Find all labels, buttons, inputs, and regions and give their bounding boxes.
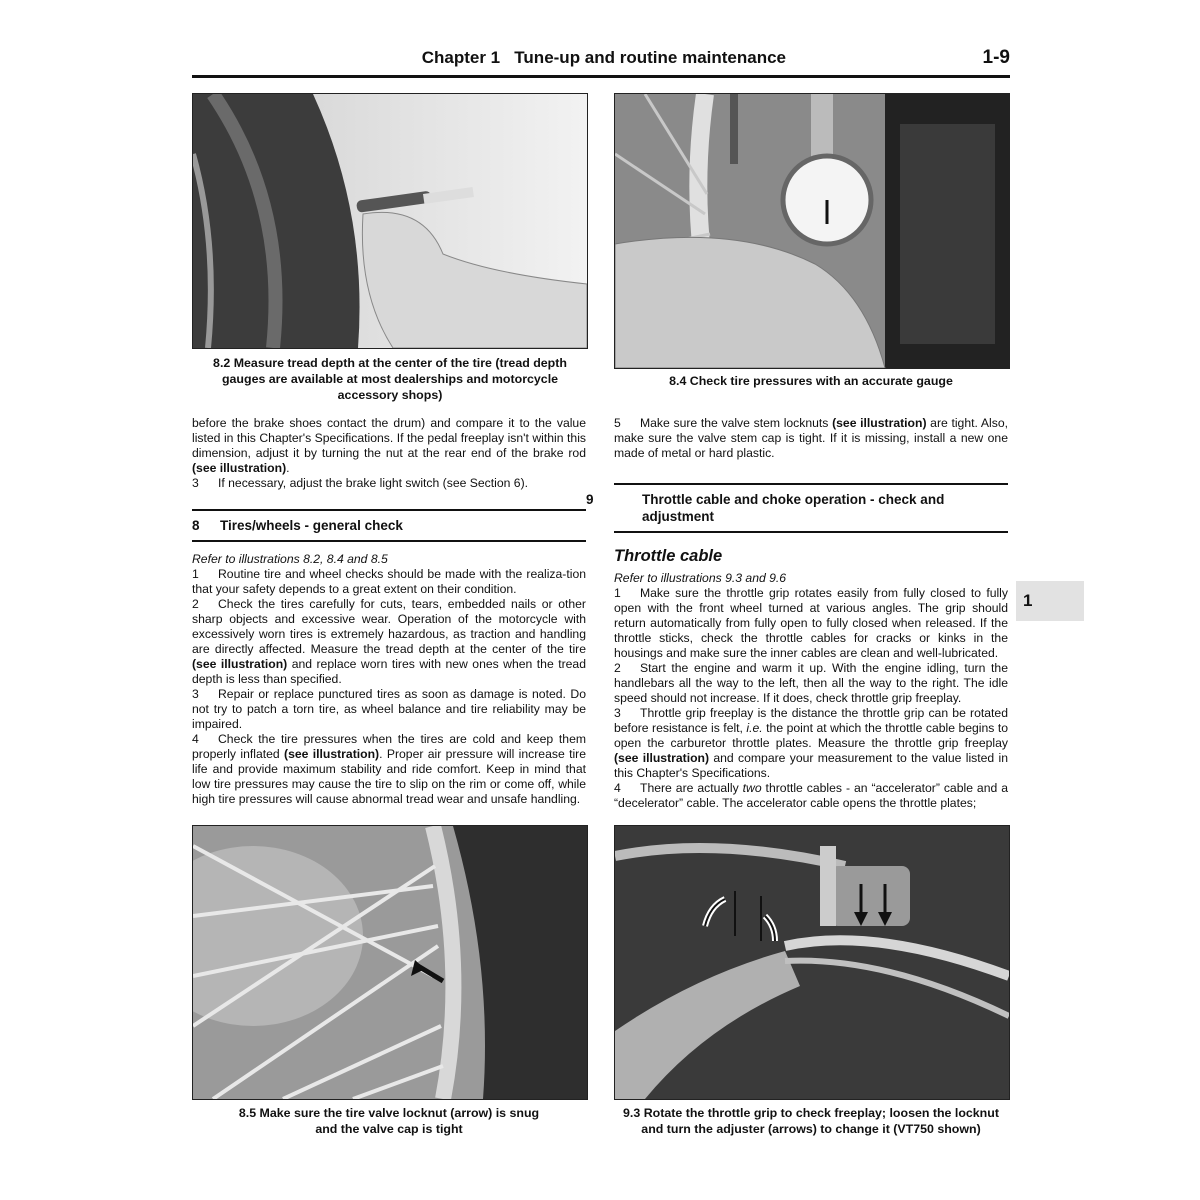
chapter-thumb-tab: 1 [1016,581,1084,621]
section-8-heading: 8 Tires/wheels - general check [192,518,403,533]
figure-9-3-caption [604,1105,1018,1137]
step-5-valve-stem: 5 Make sure the valve stem locknuts (see illustration) are tight. Also, make sure the valve stem cap is tight. If it is missing, install a new one made of metal or hard plastic. [614,416,1008,460]
figure-8-5-caption-line2: and the valve cap is tight [315,1122,463,1136]
section-9-refer: Refer to illustrations 9.3 and 9.6 [614,571,787,585]
figure-8-4-photo [614,93,1010,369]
section-9-top-rule [614,483,1008,485]
tread-depth-photo-image [193,94,587,348]
figure-8-5-caption [192,1105,586,1137]
pressure-gauge-photo-image [615,94,1009,368]
figure-8-4-caption: 8.4 Check tire pressures with an accurate gauge [669,374,953,388]
section-9-step-1: 1 Make sure the throttle grip rotates easily from fully closed to fully open with the front wheel turned at various angles. The grip should return automatically from fully open to fully closed when released. If the throttle sticks, check the throttle cables for cracks or kinks in the housings and make sure the inner cables are clean and well-lubricated. [614,586,1008,660]
section-8-step-4: 4 Check the tire pressures when the tires are cold and keep them properly inflated (see illustration). Proper air pressure will increase tire life and provide maximum stability and ride comfort. Keep in mind that low tire pressures may cause the tire to slip on the rim or come off, while high tire pressures will cause abnormal tread wear and unsafe handling. [192,732,586,806]
step-3-brake-light: 3 If necessary, adjust the brake light switch (see Section 6). [192,476,529,490]
section-9-step-2: 2 Start the engine and warm it up. With the engine idling, turn the handlebars all the way to the left, then all the way to the right. The idle speed should not increase. If it does, check throttle grip freeplay. [614,661,1008,705]
figure-9-3-caption-line1: 9.3 Rotate the throttle grip to check freeplay; loosen the locknut [623,1106,999,1120]
section-9-bottom-rule [614,531,1008,533]
chapter-title: Chapter 1 Tune-up and routine maintenance [421,48,786,67]
left-column-continuation [192,416,586,491]
brake-pedal-paragraph: before the brake shoes contact the drum) and compare it to the value listed in this Chapter's Specifications. If the pedal freeplay isn't within this dimension, adjust it by turning the nut at the rear end of the brake rod (see illustration). [192,416,586,475]
throttle-grip-photo-image [615,826,1009,1099]
figure-9-3-caption-line2: and turn the adjuster (arrows) to change it (VT750 shown) [641,1122,981,1136]
section-9-step-3: 3 Throttle grip freeplay is the distance the throttle grip can be rotated before resistance is felt, i.e. the point at which the throttle cable begins to open the carburetor throttle plates. Measure the throttle grip freeplay (see illustration) and compare your measurement to the value listed in this Chapter's Specifications. [614,706,1008,780]
section-9-step-4: 4 There are actually two throttle cables - an “accelerator” cable and a “decelerator” cable. The accelerator cable opens the throttle plates; [614,781,1008,810]
figure-8-5-caption-line1: 8.5 Make sure the tire valve locknut (arrow) is snug [238,1106,540,1120]
throttle-cable-subheading: Throttle cable [614,547,723,565]
section-9-heading: 9 Throttle cable and choke operation - check and adjustment [586,492,945,524]
figure-9-3-photo [614,825,1010,1100]
page-number: 1-9 [982,47,1010,68]
section-8-bottom-rule [192,540,586,542]
section-8-body [192,552,586,807]
section-9-body [614,571,1008,811]
figure-8-2-photo [192,93,588,349]
section-8-top-rule [192,509,586,511]
section-8-step-1: 1 Routine tire and wheel checks should be made with the realiza-tion that your safety depends to a great extent on their condition. [192,567,586,596]
figure-8-2-caption: 8.2 Measure tread depth at the center of the tire (tread depth gauges are available at most dealerships and motorcycle accessory shops) [213,356,567,402]
figure-8-5-photo [192,825,588,1100]
section-8-refer: Refer to illustrations 8.2, 8.4 and 8.5 [192,552,388,566]
header-divider [192,75,1010,78]
valve-locknut-photo-image [193,826,587,1099]
section-8-step-3: 3 Repair or replace punctured tires as soon as damage is noted. Do not try to patch a torn tire, as wheel balance and tire reliability may be impaired. [192,687,586,731]
section-8-step-2: 2 Check the tires carefully for cuts, tears, embedded nails or other sharp objects and excessive wear. Operation of the motorcycle with excessively worn tires is extremely hazardous, as traction and handling are directly affected. Measure the tread depth at the center of the tire (see illustration) and replace worn tires with new ones when the tread depth is less than specified. [192,597,586,686]
